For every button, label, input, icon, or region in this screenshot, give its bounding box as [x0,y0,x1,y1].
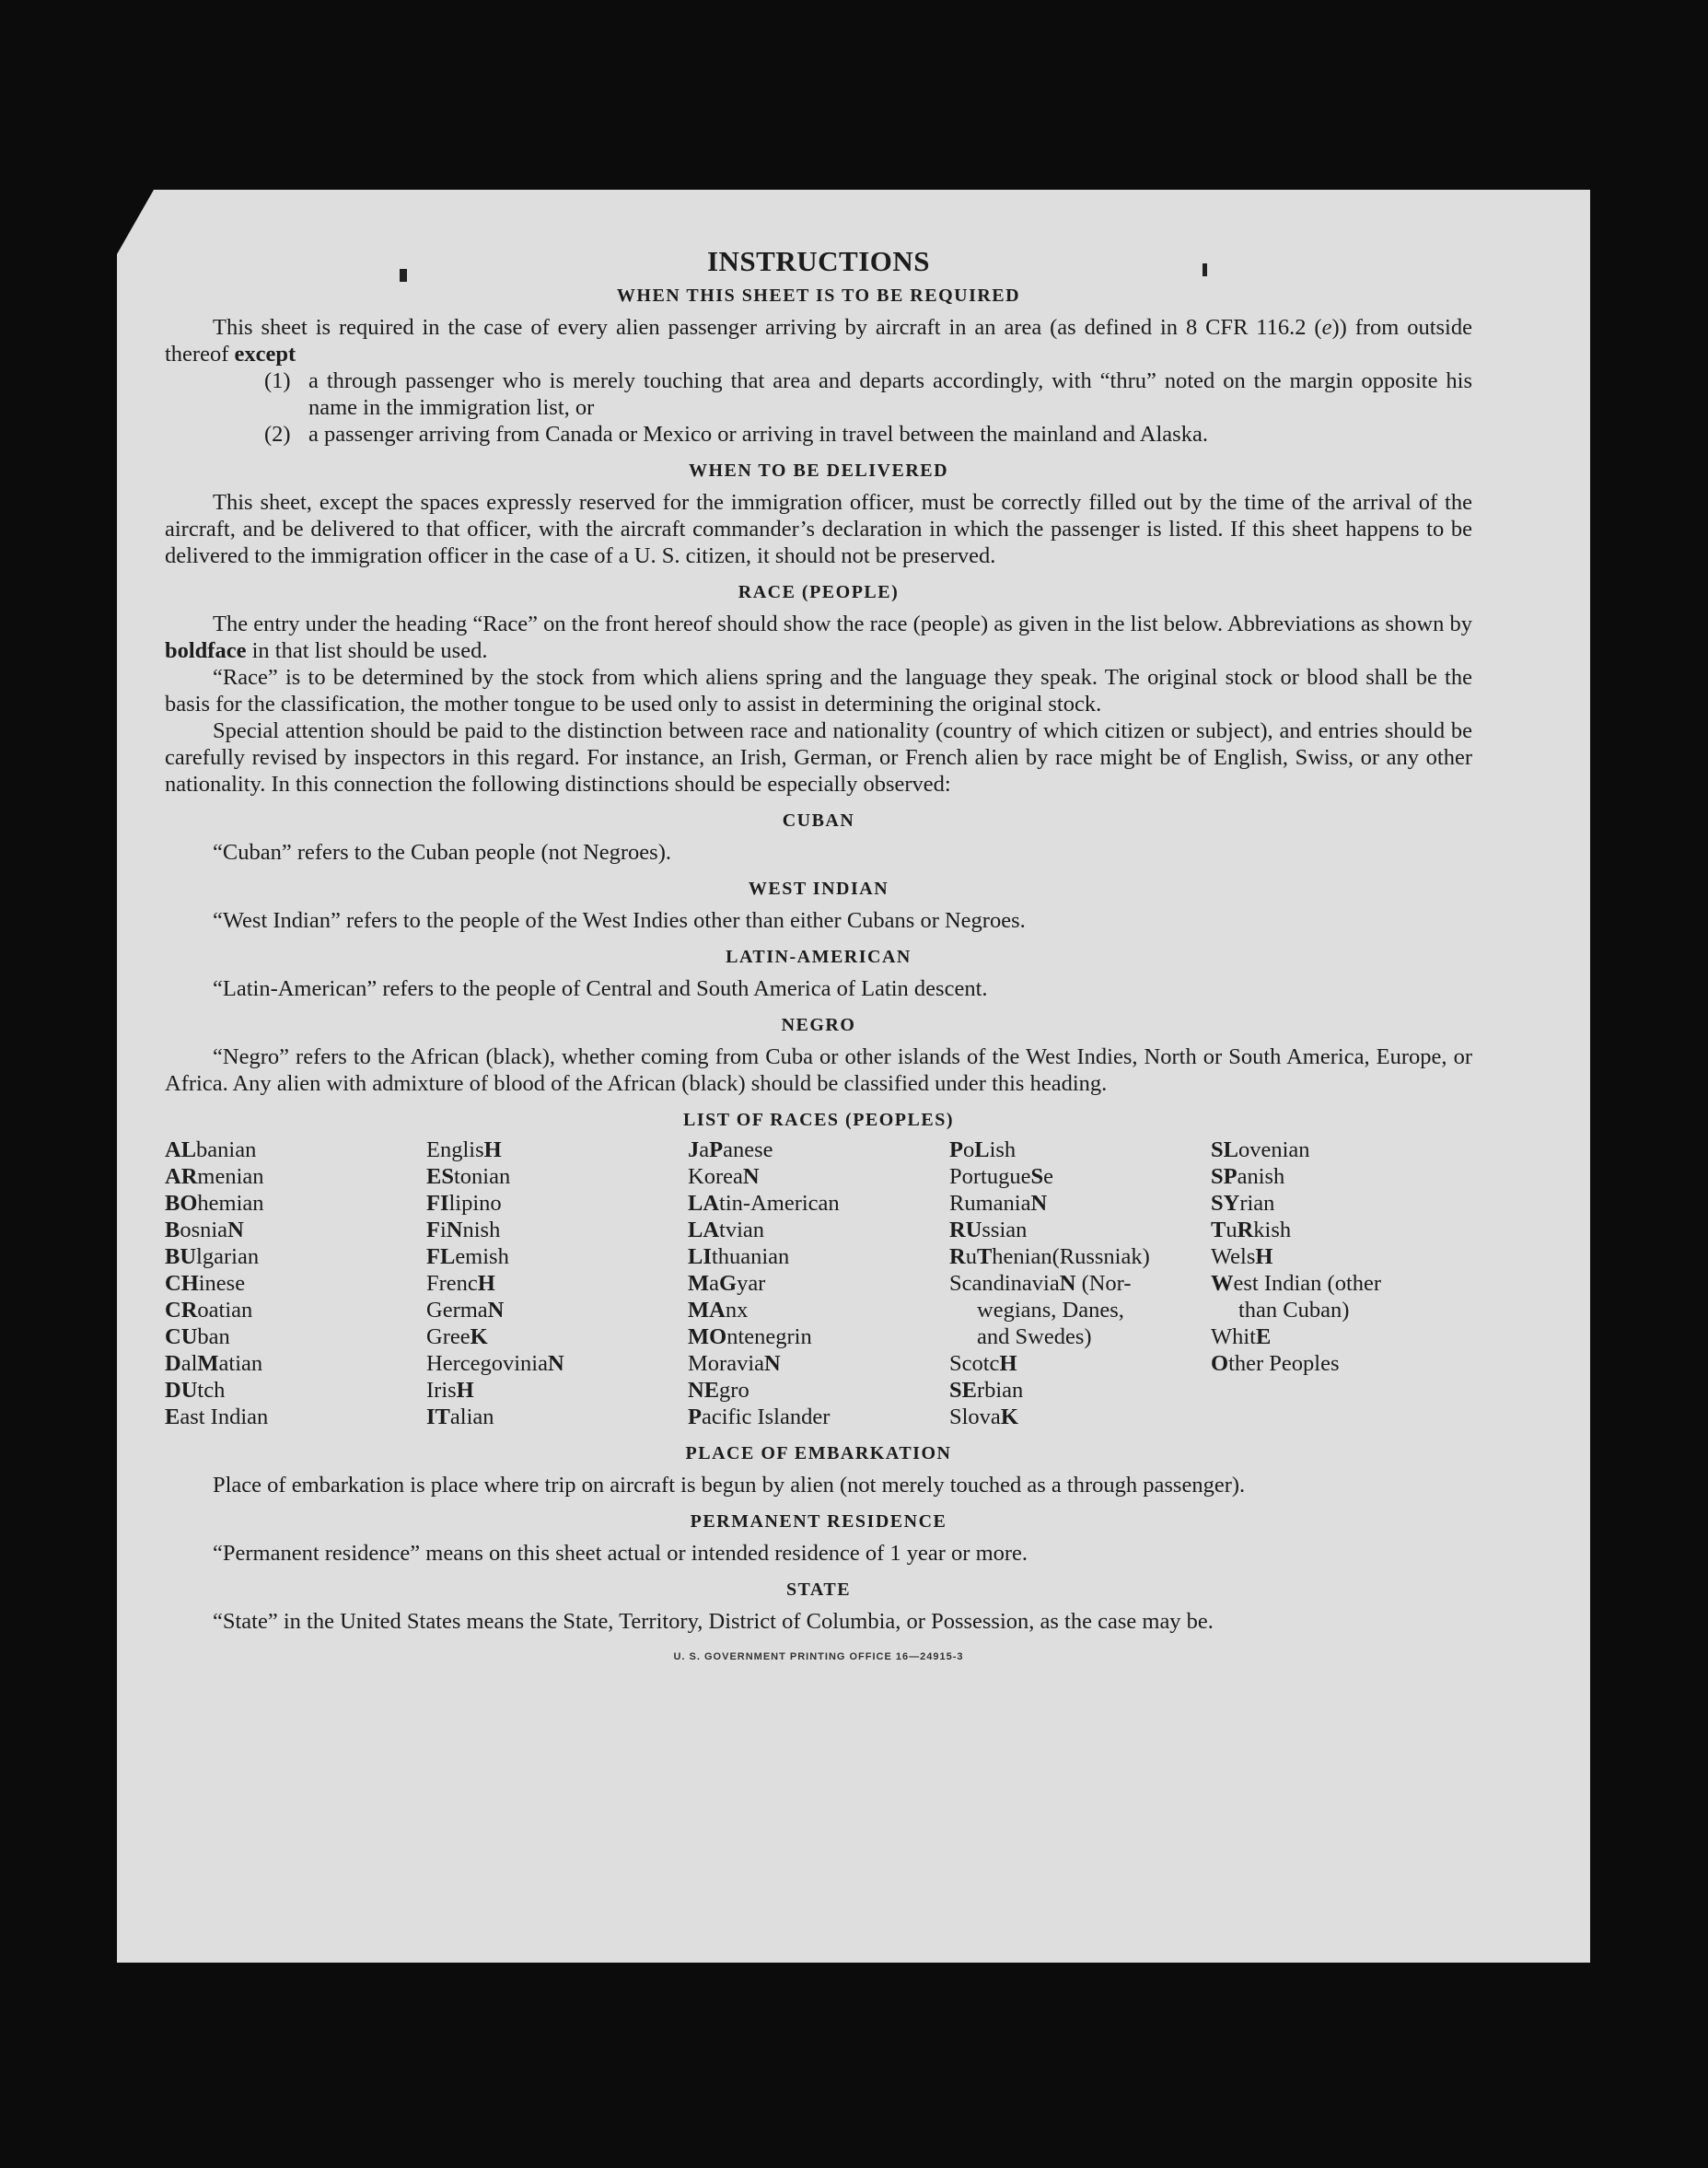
heading-cuban: CUBAN [782,810,855,831]
race-entry: FLemish [426,1244,509,1269]
race-entry: Pacific Islander [688,1405,831,1429]
race-entry-continuation: than Cuban) [1238,1298,1350,1323]
race-entry: LAtvian [688,1218,765,1242]
race-entry: FrencH [426,1271,495,1296]
race-entry: Other Peoples [1211,1351,1340,1376]
race-entry: CRoatian [165,1298,253,1323]
race-entry: FIlipino [426,1191,502,1216]
race-entry-continuation: and Swedes) [977,1324,1092,1349]
race-entry: HercegoviniaN [426,1351,564,1376]
heading-west-indian: WEST INDIAN [748,879,889,899]
race-entry: RumaniaN [949,1191,1048,1216]
negro-text: “Negro” refers to the African (black), whether coming from Cuba or other islands of the West Indies, North or South America, Europe, or Africa. Any alien with admixture of blood of the African (black) should be classified under this heading. [165,1044,1472,1096]
races-list [165,1136,1472,1430]
instruction-sheet [117,190,1590,1963]
heading-permanent-residence: PERMANENT RESIDENCE [690,1511,947,1532]
race-paragraph-2: “Race” is to be determined by the stock from which aliens spring and the language they speak. The original stock or blood shall be the basis for the classification, the mother tongue to be used only to assist in determining the original stock. [165,665,1472,717]
race-column [1211,1136,1472,1430]
heading-list-of-races: LIST OF RACES (PEOPLES) [682,1110,954,1130]
race-entry: PortugueSe [949,1164,1053,1189]
punch-mark-right [1203,263,1207,276]
race-entry: EnglisH [426,1137,502,1162]
required-intro: This sheet is required in the case of every alien passenger arriving by aircraft in an area (as defined in 8 CFR 116.2 (e)) from outside thereof except [165,315,1472,367]
embarkation-text: Place of embarkation is place where trip on aircraft is begun by alien (not merely touched as a through passenger). [213,1473,1246,1498]
exception-item-2: (2) a passenger arriving from Canada or Mexico or arriving in travel between the mainland and Alaska. [264,422,1208,447]
race-entry: RUssian [949,1218,1028,1242]
race-entry: BosniaN [165,1218,244,1242]
race-entry: WhitE [1211,1324,1272,1349]
race-paragraph-1: The entry under the heading “Race” on the front hereof should show the race (people) as given in the list below. Abbreviations as shown by boldface in that list should be used. [165,612,1472,663]
race-entry: CHinese [165,1271,246,1296]
race-entry: KoreaN [688,1164,760,1189]
race-entry: EStonian [426,1164,511,1189]
race-entry: East Indian [165,1405,269,1429]
heading-latin-american: LATIN-AMERICAN [726,947,912,967]
state-text: “State” in the United States means the State, Territory, District of Columbia, or Possession, as the case may be. [213,1609,1214,1634]
race-entry: DalMatian [165,1351,263,1376]
race-entry: MoraviaN [688,1351,781,1376]
heading-race: RACE (PEOPLE) [738,582,900,602]
race-entry: ARmenian [165,1164,264,1189]
race-entry: SErbian [949,1378,1024,1403]
race-entry: BUlgarian [165,1244,260,1269]
race-entry: DUtch [165,1378,226,1403]
heading-embarkation: PLACE OF EMBARKATION [685,1443,952,1463]
race-entry: LIthuanian [688,1244,790,1269]
race-entry: MAnx [688,1298,749,1323]
race-column [426,1136,688,1430]
page-title: INSTRUCTIONS [706,245,930,277]
race-column [688,1136,949,1430]
sheet-content [165,245,1472,1662]
race-entry: GreeK [426,1324,488,1349]
latin-american-text: “Latin-American” refers to the people of Central and South America of Latin descent. [213,976,988,1001]
race-entry: RuThenian(Russniak) [949,1244,1150,1269]
race-entry: MOntenegrin [688,1324,812,1349]
race-entry: ALbanian [165,1137,257,1162]
heading-state: STATE [785,1579,852,1600]
race-entry: SPanish [1211,1164,1285,1189]
torn-corner [117,190,154,254]
race-entry: SLovenian [1211,1137,1310,1162]
race-column [949,1136,1211,1430]
heading-when-delivered: WHEN TO BE DELIVERED [688,460,949,481]
delivered-text: This sheet, except the spaces expressly reserved for the immigration officer, must be correctly filled out by the time of the arrival of the aircraft, and be delivered to that officer, with the aircraft commander’s declaration in which the passenger is listed. If this sheet happens to be delivered to the immigration officer in the case of a U. S. citizen, it should not be preserved. [165,490,1472,568]
west-indian-text: “West Indian” refers to the people of the West Indies other than either Cubans or Negroes. [213,908,1026,933]
race-entry: JaPanese [688,1137,773,1162]
race-entry: SYrian [1211,1191,1275,1216]
race-entry: LAtin-American [688,1191,840,1216]
exception-item-1: (1) a through passenger who is merely touching that area and departs accordingly, with “thru” noted on the margin opposite his name in the immigration list, or [264,368,1472,420]
race-entry: West Indian (other [1211,1271,1382,1296]
race-entry: SlovaK [949,1405,1018,1429]
race-entry: TuRkish [1211,1218,1292,1242]
race-entry: FiNnish [426,1218,501,1242]
race-paragraph-3: Special attention should be paid to the distinction between race and nationality (country of which citizen or subject), and entries should be carefully revised by inspectors in this regard. For instance, an Irish, German, or French alien by race might be of English, Swiss, or any other nationality. In this connection the following distinctions should be especially observed: [165,718,1472,797]
cuban-text: “Cuban” refers to the Cuban people (not Negroes). [213,840,671,865]
race-column [165,1136,426,1430]
punch-mark-left [400,269,407,282]
race-entry: IrisH [426,1378,474,1403]
race-entry-continuation: wegians, Danes, [977,1298,1124,1323]
race-entry: BOhemian [165,1191,264,1216]
race-entry: PoLish [949,1137,1017,1162]
race-entry: ScotcH [949,1351,1017,1376]
race-entry: GermaN [426,1298,505,1323]
race-entry: ScandinaviaN (Nor- [949,1271,1132,1296]
printer-imprint: U. S. GOVERNMENT PRINTING OFFICE 16—24915-3 [673,1651,964,1662]
race-entry: ITalian [426,1405,494,1429]
residence-text: “Permanent residence” means on this sheet actual or intended residence of 1 year or more. [213,1541,1028,1566]
race-entry: WelsH [1211,1244,1273,1269]
race-entry: NEgro [688,1378,749,1403]
heading-when-required: WHEN THIS SHEET IS TO BE REQUIRED [616,286,1021,306]
heading-negro: NEGRO [781,1015,856,1035]
race-entry: CUban [165,1324,230,1349]
race-entry: MaGyar [688,1271,766,1296]
